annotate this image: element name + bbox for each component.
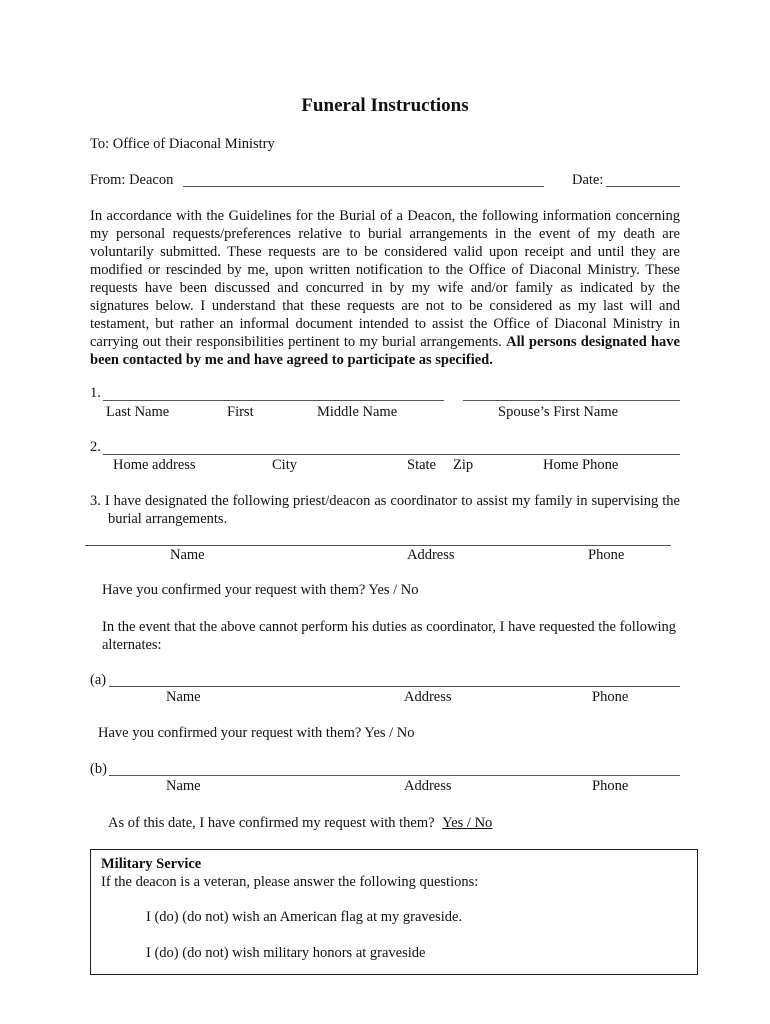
alt-b-field[interactable] xyxy=(109,775,680,776)
item3-line2: burial arrangements. xyxy=(108,511,228,527)
alt-a-address-caption: Address xyxy=(404,689,452,705)
alt-a-name-caption: Name xyxy=(166,689,201,705)
alt-b-yes-no[interactable]: Yes / No xyxy=(442,815,493,831)
first-name-caption: First xyxy=(227,404,254,420)
alt-b-phone-caption: Phone xyxy=(592,778,629,794)
home-address-field[interactable] xyxy=(103,454,680,455)
military-intro: If the deacon is a veteran, please answer the following questions: xyxy=(101,874,479,890)
intro-bold-text: All persons designated have been contacted by me and have agreed to participate as specified. xyxy=(90,334,680,368)
honors-question[interactable]: I (do) (do not) wish military honors at graveside xyxy=(146,945,426,961)
alt-b-confirm-text: As of this date, I have confirmed my request with them? xyxy=(108,815,435,831)
coordinator-confirm-question: Have you confirmed your request with them? Yes / No xyxy=(102,582,419,598)
to-line: To: Office of Diaconal Ministry xyxy=(90,136,275,152)
item3-line1: 3. I have designated the following priest/deacon as coordinator to assist my family in supervising the xyxy=(90,493,680,509)
last-name-caption: Last Name xyxy=(106,404,170,420)
intro-text: In accordance with the Guidelines for the Burial of a Deacon, the following information concerning my personal requests/preferences relative to burial arrangements in the event of my death are voluntarily submitted. These requests are to be considered valid upon receipt and until they are modified or rescinded by me, upon written notification to the Office of Diaconal Ministry. These requests have been discussed and concurred in by my wife and/or family as indicated by the signatures below. I understand that these requests are not to be considered as my last will and testament, but rather an informal document intended to assist the Office of Diaconal Ministry in carrying out their responsibilities pertinent to my burial arrangements. xyxy=(90,208,680,350)
coordinator-phone-caption: Phone xyxy=(588,547,625,563)
coordinator-name-caption: Name xyxy=(170,547,205,563)
alt-a-phone-caption: Phone xyxy=(592,689,629,705)
item1-number: 1. xyxy=(90,385,101,401)
item2-number: 2. xyxy=(90,439,101,455)
military-heading: Military Service xyxy=(101,856,202,872)
full-name-field[interactable] xyxy=(103,400,444,401)
spouse-name-field[interactable] xyxy=(463,400,680,401)
zip-caption: Zip xyxy=(453,457,474,473)
page-title: Funeral Instructions xyxy=(301,95,469,116)
date-label: Date: xyxy=(572,172,604,188)
flag-question[interactable]: I (do) (do not) wish an American flag at my graveside. xyxy=(146,909,463,925)
home-phone-caption: Home Phone xyxy=(543,457,619,473)
alt-b-label: (b) xyxy=(90,761,107,777)
alt-b-confirm-question xyxy=(108,815,492,832)
home-address-caption: Home address xyxy=(113,457,196,473)
alt-a-field[interactable] xyxy=(109,686,680,687)
spouse-name-caption: Spouse’s First Name xyxy=(498,404,619,420)
military-service-box xyxy=(90,849,698,975)
middle-name-caption: Middle Name xyxy=(317,404,398,420)
date-field[interactable] xyxy=(606,186,680,187)
alt-a-confirm-question: Have you confirmed your request with them? Yes / No xyxy=(98,725,415,741)
alt-b-name-caption: Name xyxy=(166,778,201,794)
coordinator-field[interactable] xyxy=(85,545,671,546)
alt-a-label: (a) xyxy=(90,672,107,688)
state-caption: State xyxy=(407,457,436,473)
coordinator-address-caption: Address xyxy=(407,547,455,563)
city-caption: City xyxy=(272,457,297,473)
alt-b-address-caption: Address xyxy=(404,778,452,794)
from-label: From: Deacon xyxy=(90,172,174,188)
alternates-text: In the event that the above cannot perform his duties as coordinator, I have requested the following alternates: xyxy=(102,619,676,653)
deacon-name-field[interactable] xyxy=(183,186,544,187)
intro-paragraph xyxy=(90,207,680,369)
